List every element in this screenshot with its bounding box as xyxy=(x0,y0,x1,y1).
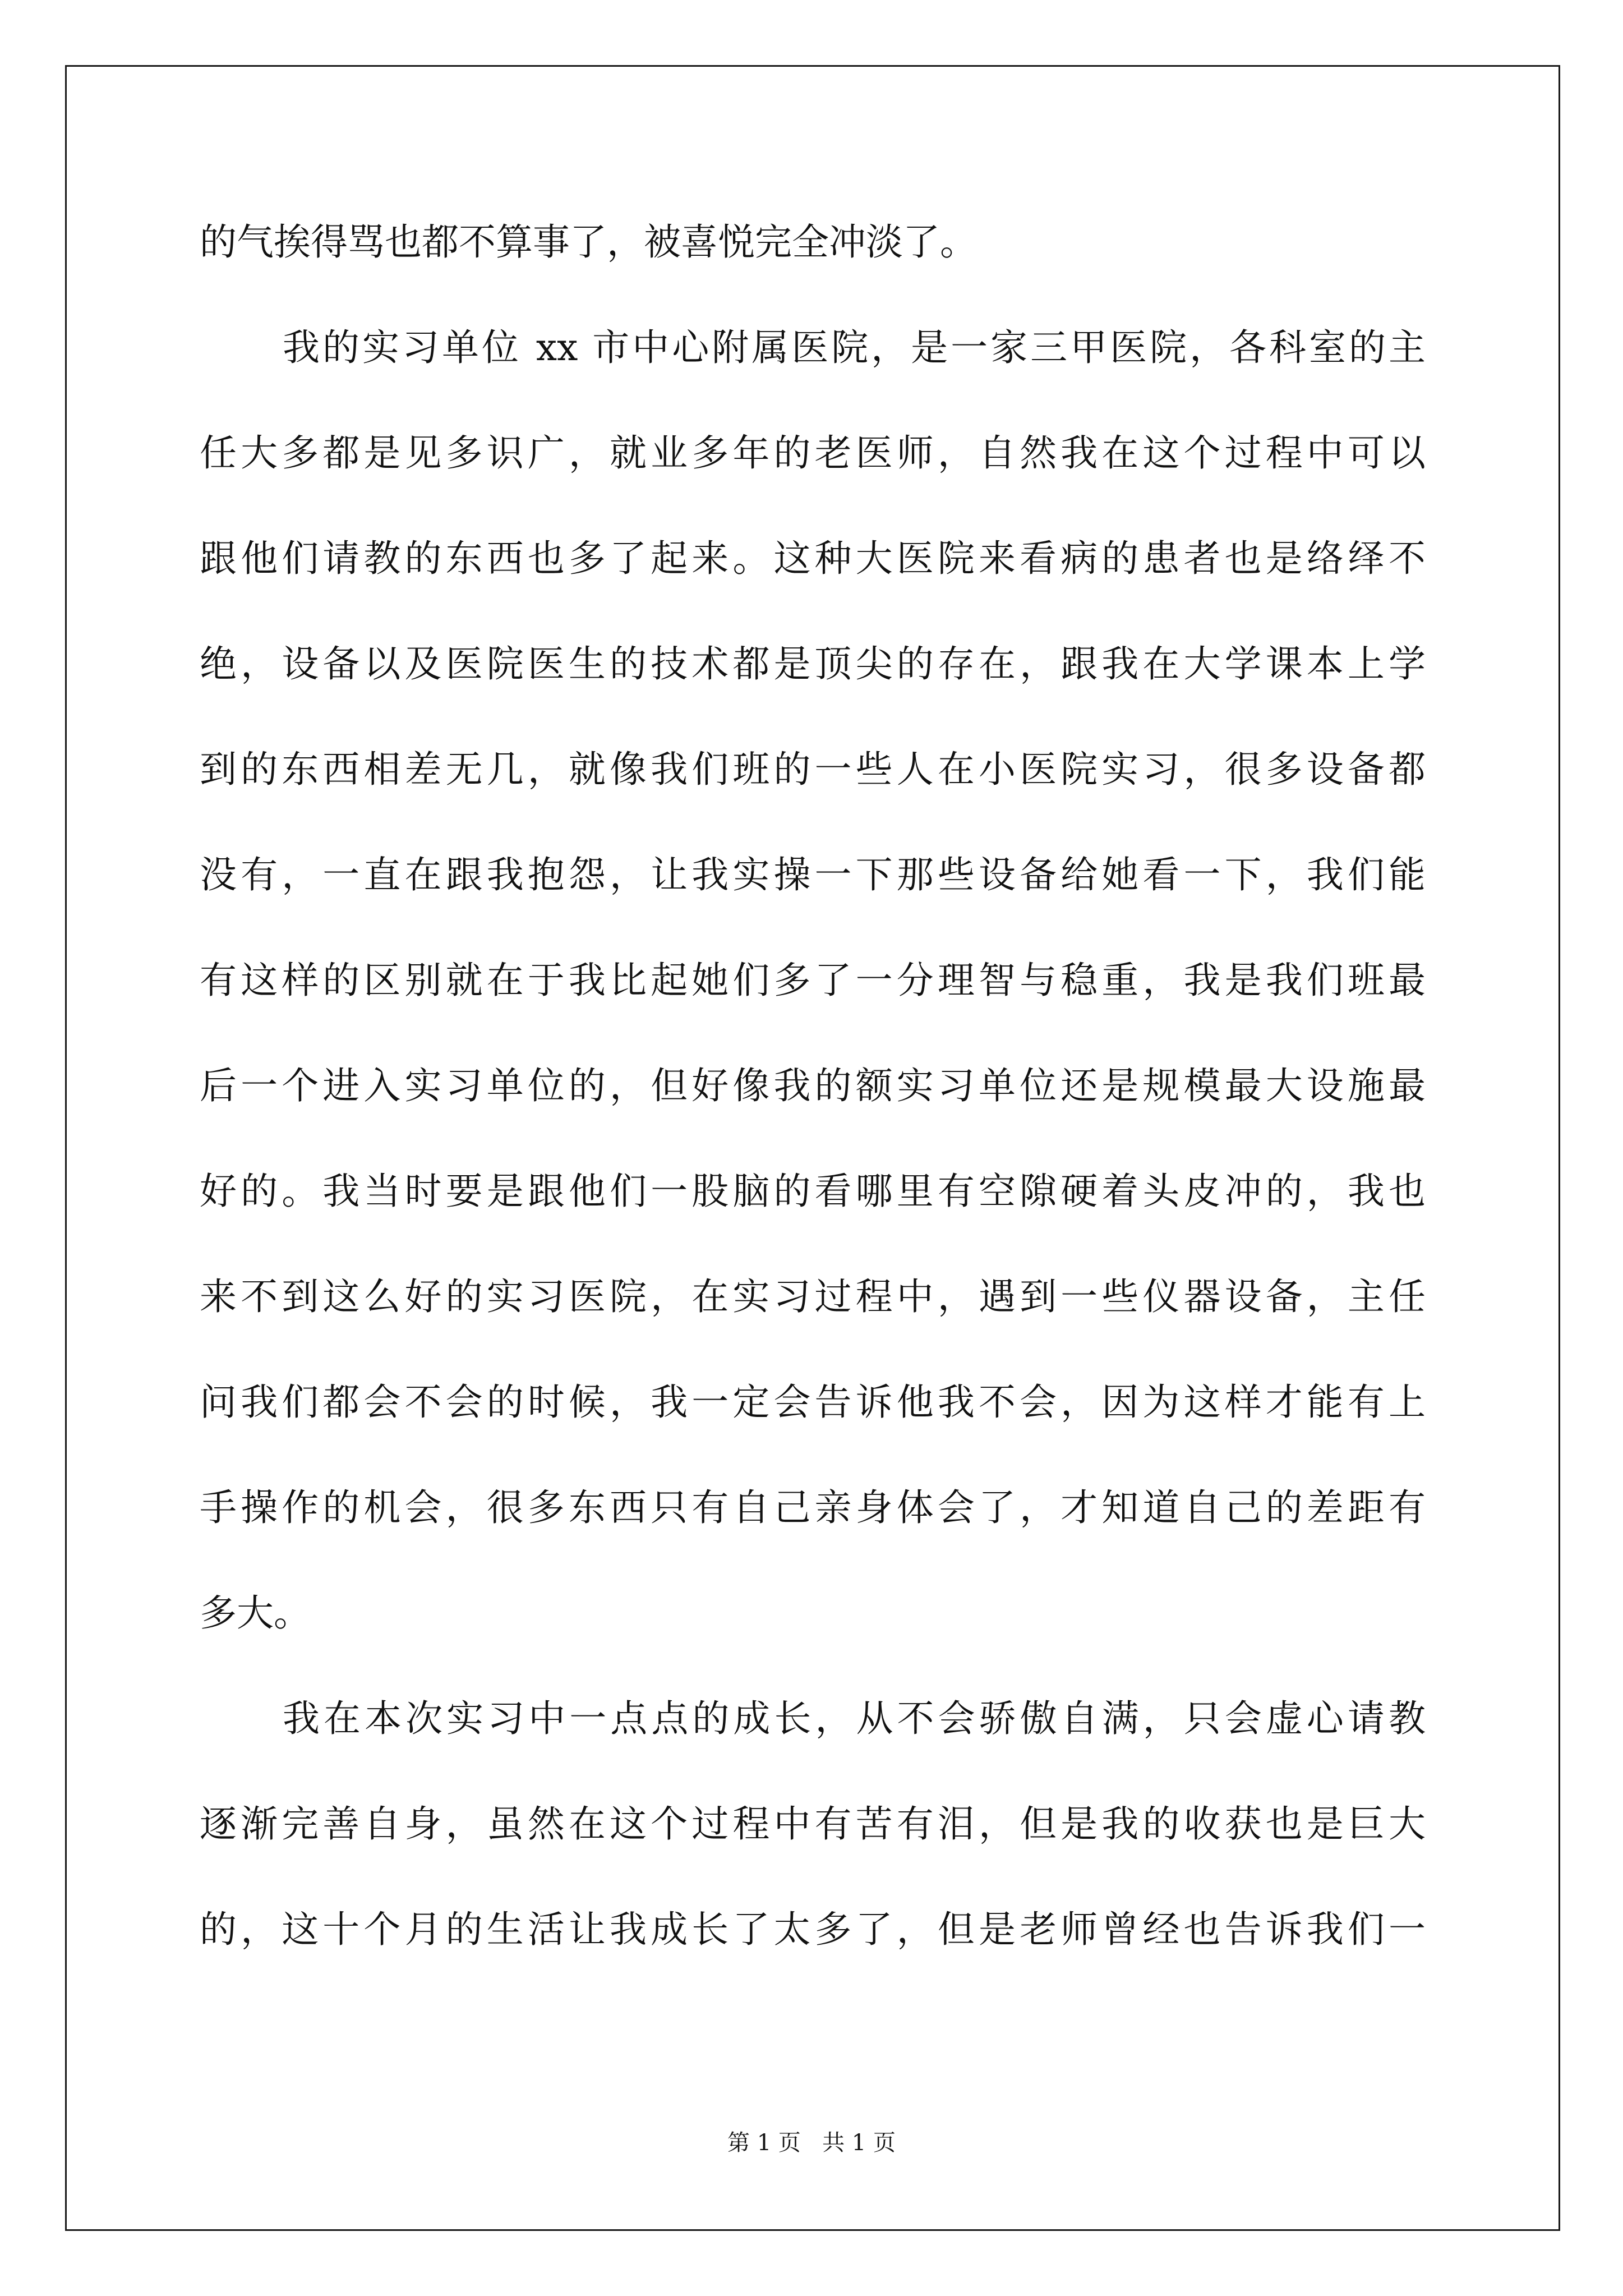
paragraph-first-line: 我在本次实习中一点点的成长，从不会骄傲自满，只会虚心请教 xyxy=(283,1697,1426,1740)
text-line: 跟他们请教的东西也多了起来。这种大医院来看病的患者也是络绎不 xyxy=(200,537,1426,580)
text-line: 的，这十个月的生活让我成长了太多了，但是老师曾经也告诉我们一 xyxy=(200,1908,1426,1951)
paragraph-first-line: 我的实习单位 xx 市中心附属医院，是一家三甲医院，各科室的主 xyxy=(283,326,1426,369)
text-line: 多大。 xyxy=(200,1591,311,1635)
text-line: 的气挨得骂也都不算事了，被喜悦完全冲淡了。 xyxy=(200,220,977,264)
page-footer: 第 1 页 共 1 页 xyxy=(727,2130,896,2156)
document-body xyxy=(200,190,1426,1982)
text-line: 逐渐完善自身，虽然在这个过程中有苦有泪，但是我的收获也是巨大 xyxy=(200,1802,1426,1846)
text-line: 有这样的区别就在于我比起她们多了一分理智与稳重，我是我们班最 xyxy=(200,959,1426,1002)
text-line: 问我们都会不会的时候，我一定会告诉他我不会，因为这样才能有上 xyxy=(200,1381,1426,1424)
text-line: 任大多都是见多识广，就业多年的老医师，自然我在这个过程中可以 xyxy=(200,431,1426,475)
text-line: 绝，设备以及医院医生的技术都是顶尖的存在，跟我在大学课本上学 xyxy=(200,642,1426,685)
text-line: 后一个进入实习单位的，但好像我的额实习单位还是规模最大设施最 xyxy=(200,1064,1426,1107)
text-line: 好的。我当时要是跟他们一股脑的看哪里有空隙硬着头皮冲的，我也 xyxy=(200,1170,1426,1213)
text-line: 来不到这么好的实习医院，在实习过程中，遇到一些仪器设备，主任 xyxy=(200,1275,1426,1318)
text-line: 没有，一直在跟我抱怨，让我实操一下那些设备给她看一下，我们能 xyxy=(200,853,1426,896)
text-line: 到的东西相差无几，就像我们班的一些人在小医院实习，很多设备都 xyxy=(200,748,1426,791)
text-line: 手操作的机会，很多东西只有自己亲身体会了，才知道自己的差距有 xyxy=(200,1486,1426,1529)
